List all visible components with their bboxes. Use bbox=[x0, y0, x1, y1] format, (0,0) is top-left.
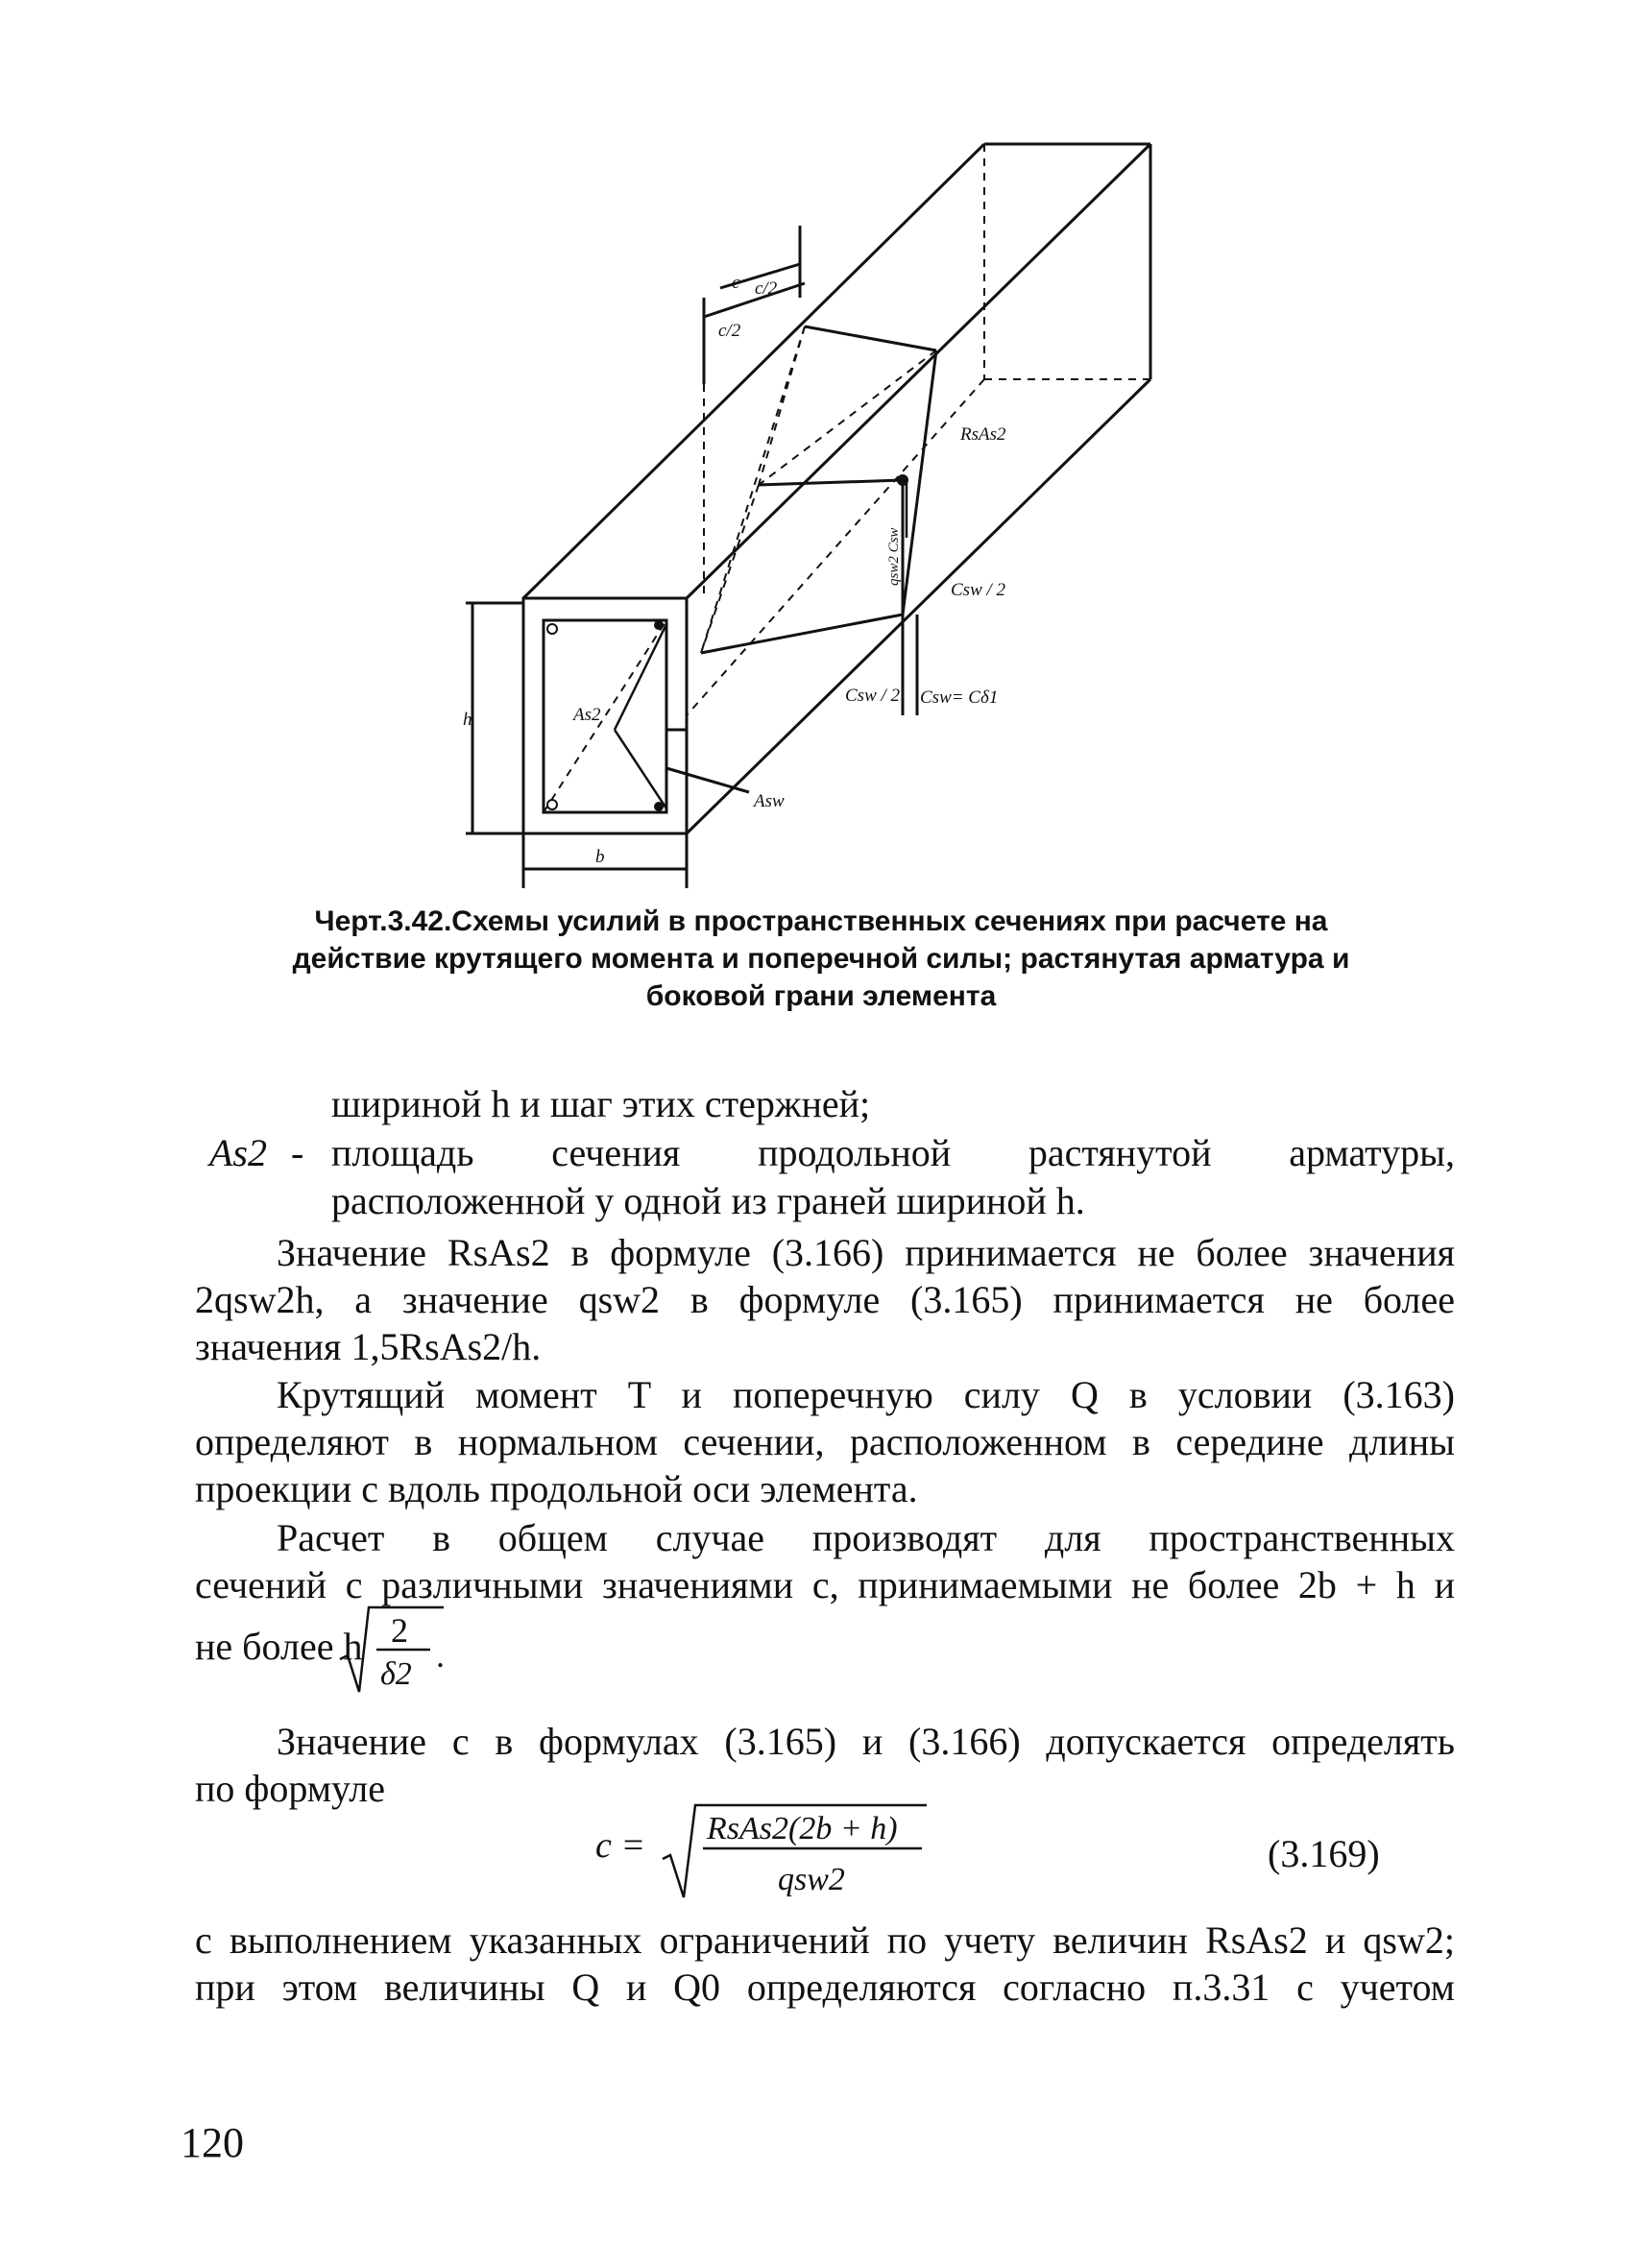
continuation-line: шириной h и шаг этих стержней; bbox=[331, 1082, 871, 1125]
paragraph bbox=[195, 1371, 1455, 1512]
paragraph-line: значения 1,5RsAs2/h. bbox=[195, 1325, 542, 1368]
paragraph-line: проекции c вдоль продольной оси элемента. bbox=[195, 1467, 918, 1510]
formula-numerator: RsAs2(2b + h) bbox=[707, 1811, 898, 1846]
caption-line: боковой грани элемента bbox=[645, 980, 997, 1012]
edge-top-left bbox=[523, 144, 984, 598]
paragraph-line: не более h bbox=[195, 1625, 363, 1668]
label-as2: As2 bbox=[573, 705, 601, 725]
edge-bottom-right bbox=[687, 379, 1150, 833]
section-top bbox=[805, 326, 936, 350]
paragraph-line: Крутящий момент T и поперечную силу Q в условии (3.163) bbox=[277, 1373, 1455, 1416]
paragraph-line: при этом величины Q и Q0 определяются согласно п.3.31 с учетом bbox=[195, 1966, 1455, 2009]
label-h: h bbox=[463, 710, 472, 730]
equation-number: (3.169) bbox=[1268, 1832, 1380, 1875]
formula-3-169 bbox=[595, 1796, 941, 1901]
page-number: 120 bbox=[181, 2119, 244, 2166]
paragraph-line: с выполнением указанных ограничений по учету величин RsAs2 и qsw2; bbox=[195, 1918, 1455, 1962]
definition-dash: - bbox=[291, 1131, 304, 1174]
paragraph-line: Значение c в формулах (3.165) и (3.166) допускается определять bbox=[277, 1720, 1455, 1763]
label-qsw2-csw: qsw2 Csw bbox=[886, 527, 902, 586]
label-c2-top: c/2 bbox=[755, 278, 778, 299]
label-b: b bbox=[595, 847, 605, 867]
sqrt-fraction bbox=[338, 1600, 453, 1696]
label-c: c bbox=[732, 273, 740, 293]
label-rs-as2: RsAs2 bbox=[960, 424, 1006, 445]
label-csw2-bottom: Csw / 2 bbox=[845, 686, 901, 706]
sqrt-numerator: 2 bbox=[391, 1611, 408, 1650]
paragraph bbox=[195, 1229, 1455, 1370]
sqrt-denominator: δ2 bbox=[380, 1656, 412, 1692]
definition-symbol: As2 bbox=[209, 1131, 267, 1174]
section-bottom bbox=[701, 615, 903, 653]
formula-lhs: c = bbox=[595, 1825, 646, 1866]
figure-caption bbox=[192, 903, 1450, 1015]
caption-line: действие крутящего момента и поперечной силы; растянутая арматура и bbox=[292, 943, 1350, 975]
definition-text: расположенной у одной из граней шириной h. bbox=[331, 1179, 1085, 1222]
formula-denominator: qsw2 bbox=[778, 1862, 845, 1897]
paragraph-line: Расчет в общем случае производят для пространственных bbox=[277, 1516, 1455, 1559]
definition-text: площадь сечения продольной растянутой арматуры, bbox=[331, 1131, 1455, 1174]
paragraph-line: по формуле bbox=[195, 1767, 385, 1810]
section-mid bbox=[759, 480, 903, 485]
paragraph-line: 2qsw2h, а значение qsw2 в формуле (3.165) принимается не более bbox=[195, 1278, 1455, 1321]
torsion-diagram bbox=[451, 144, 1181, 912]
edge-top-right bbox=[687, 144, 1150, 598]
label-c2-mid: c/2 bbox=[718, 321, 741, 341]
caption-line: Черт.3.42.Схемы усилий в пространственных сечениях при расчете на bbox=[314, 905, 1328, 937]
paragraph bbox=[195, 1514, 1455, 1608]
paragraph-line: Значение RsAs2 в формуле (3.166) принимается не более значения bbox=[277, 1231, 1455, 1274]
paragraph bbox=[195, 1917, 1455, 2011]
paragraph-line: определяют в нормальном сечении, расположенном в середине длины bbox=[195, 1420, 1455, 1463]
paragraph-line: сечений с различными значениями c, принимаемыми не более 2b + h и bbox=[195, 1563, 1455, 1606]
label-asw: Asw bbox=[754, 791, 785, 811]
svg-text:.: . bbox=[436, 1636, 445, 1675]
label-csw-eq: Csw= Cδ1 bbox=[920, 688, 999, 708]
label-csw2-right: Csw / 2 bbox=[951, 580, 1006, 600]
